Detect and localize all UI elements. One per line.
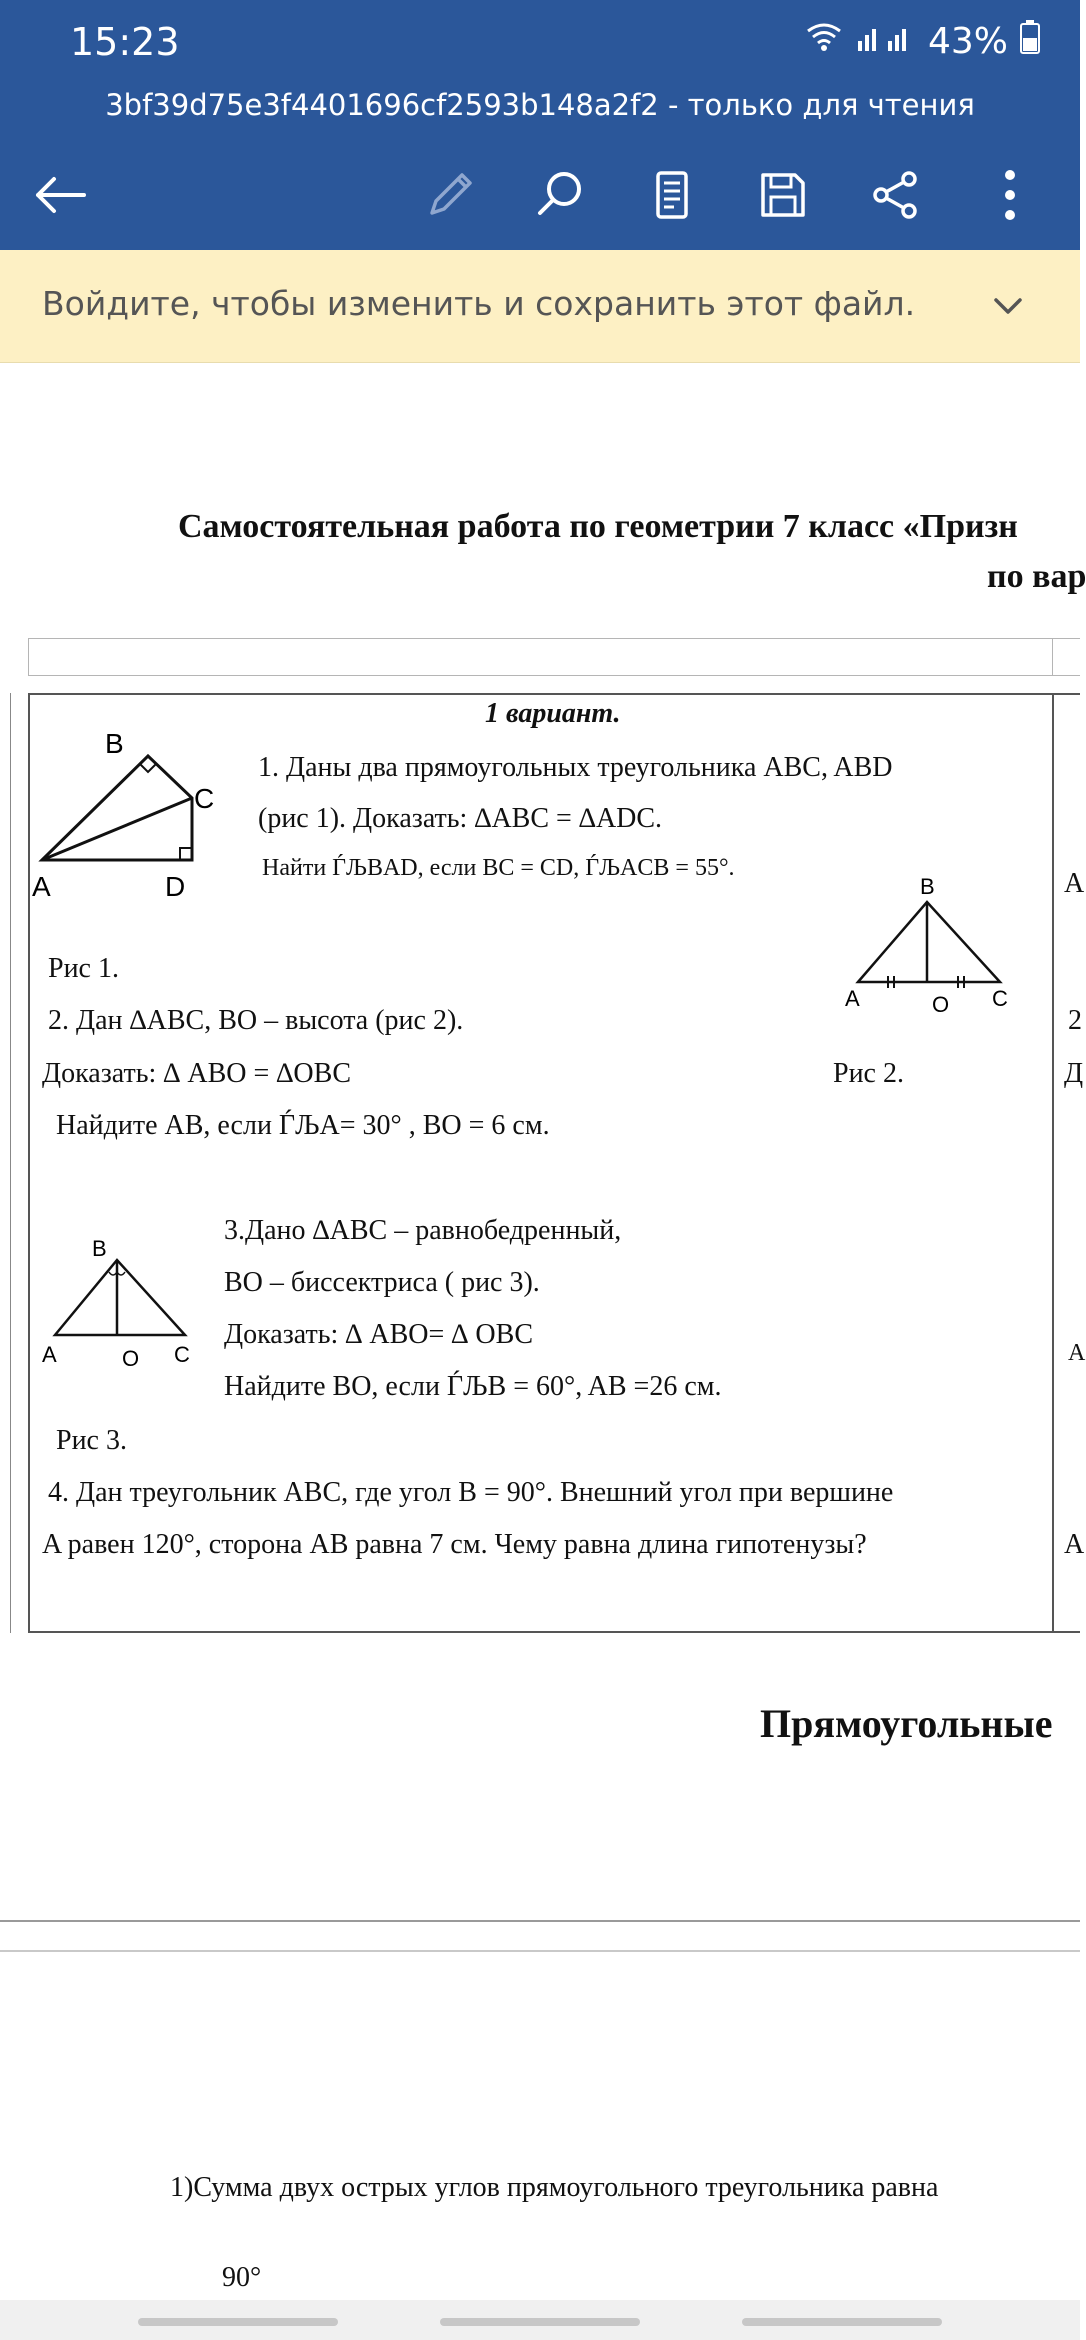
table-column-divider <box>1052 693 1054 1633</box>
nav-home[interactable] <box>440 2318 640 2326</box>
search-icon[interactable] <box>525 160 595 230</box>
battery-icon <box>1020 20 1040 63</box>
battery-percent: 43% <box>927 21 1008 62</box>
wifi-icon <box>804 21 844 62</box>
fig1-caption: Рис 1. <box>48 953 119 984</box>
chevron-down-icon[interactable] <box>990 288 1026 329</box>
table-header-row <box>28 638 1080 676</box>
task1-line2: (рис 1). Доказать: ∆ABC = ∆ADC. <box>258 803 663 834</box>
page2-line2: 90° <box>222 2262 262 2293</box>
fig3-label-o: O <box>122 1346 140 1371</box>
page-break-bottom <box>0 1950 1080 1952</box>
fig2-label-c: C <box>992 986 1008 1011</box>
fig1-label-c: C <box>194 783 215 814</box>
back-arrow-icon[interactable] <box>25 160 95 230</box>
right-col-fragment: A <box>1064 1529 1085 1560</box>
right-col-fragment: 2 <box>1068 1005 1082 1036</box>
document-title: 3bf39d75e3f4401696cf2593b148a2f2 - только для чтения <box>105 88 975 122</box>
nav-back[interactable] <box>742 2318 942 2326</box>
fig3-label-a: A <box>42 1342 57 1367</box>
status-time: 15:23 <box>70 20 180 64</box>
figure-1 <box>30 718 230 908</box>
nav-recents[interactable] <box>138 2318 338 2326</box>
table-divider <box>1052 638 1053 676</box>
figure-3-shape <box>55 1260 185 1335</box>
fig3-caption: Рис 3. <box>56 1425 127 1456</box>
task2-line2: Доказать: ∆ ABO = ∆OBC <box>42 1058 351 1089</box>
document-heading-line1: Самостоятельная работа по геометрии 7 класс «Призн <box>178 508 1018 545</box>
share-icon[interactable] <box>860 160 930 230</box>
signal-icon <box>856 21 916 62</box>
section2-heading: Прямоугольные <box>760 1701 1053 1746</box>
document-heading-line2: по вар <box>987 558 1086 595</box>
fig3-label-c: C <box>174 1342 190 1367</box>
fig2-label-a: A <box>845 986 860 1011</box>
fig2-caption: Рис 2. <box>833 1058 904 1089</box>
task2-line1: 2. Дан ∆ABC, BO – высота (рис 2). <box>48 1005 464 1036</box>
edit-pencil-icon[interactable] <box>415 160 485 230</box>
task4-line1: 4. Дан треугольник ABC, где угол B = 90°. Внешний угол при вершине <box>48 1477 894 1508</box>
task3-line3: Доказать: ∆ ABO= ∆ OBC <box>224 1319 533 1350</box>
status-icons <box>804 20 1040 63</box>
task1-line1: 1. Даны два прямоугольных треугольника ABC, ABD <box>258 752 893 783</box>
fig1-label-d: D <box>165 871 186 902</box>
fig3-label-b: B <box>92 1236 107 1261</box>
task1-line3: Найти ЃЉBAD, если BC = CD, ЃЉACB = 55°. <box>262 855 735 881</box>
figure-2-shape <box>858 902 1000 988</box>
fig2-label-o: O <box>932 992 950 1017</box>
task3-line2: BO – биссектриса ( рис 3). <box>224 1267 540 1298</box>
page-break-top <box>0 1920 1080 1922</box>
fig2-label-b: B <box>920 874 935 899</box>
sign-in-banner-text: Войдите, чтобы изменить и сохранить этот файл. <box>42 284 916 323</box>
task2-line3: Найдите AB, если ЃЉA= 30° , BO = 6 см. <box>56 1110 550 1141</box>
more-vertical-icon[interactable] <box>975 160 1045 230</box>
right-col-fragment: A <box>1064 868 1085 899</box>
task3-line1: 3.Дано ∆ABC – равнобедренный, <box>224 1215 622 1246</box>
right-col-fragment: Д <box>1064 1058 1084 1089</box>
left-page-edge <box>0 693 11 1633</box>
right-col-fragment: A <box>1068 1340 1086 1366</box>
page2-line1: 1)Сумма двух острых углов прямоугольного треугольника равна <box>170 2172 939 2203</box>
task4-line2: A равен 120°, сторона AB равна 7 см. Чему равна длина гипотенузы? <box>42 1529 867 1560</box>
figure-1-shape <box>42 756 192 860</box>
save-icon[interactable] <box>748 160 818 230</box>
reading-view-icon[interactable] <box>637 160 707 230</box>
figure-2 <box>840 872 1020 1022</box>
fig1-label-a: A <box>32 871 51 902</box>
figure-3 <box>40 1232 210 1372</box>
fig1-label-b: B <box>105 728 124 759</box>
variant-title: 1 вариант. <box>485 698 621 729</box>
task3-line4: Найдите BO, если ЃЉB = 60°, AB =26 см. <box>224 1371 722 1402</box>
